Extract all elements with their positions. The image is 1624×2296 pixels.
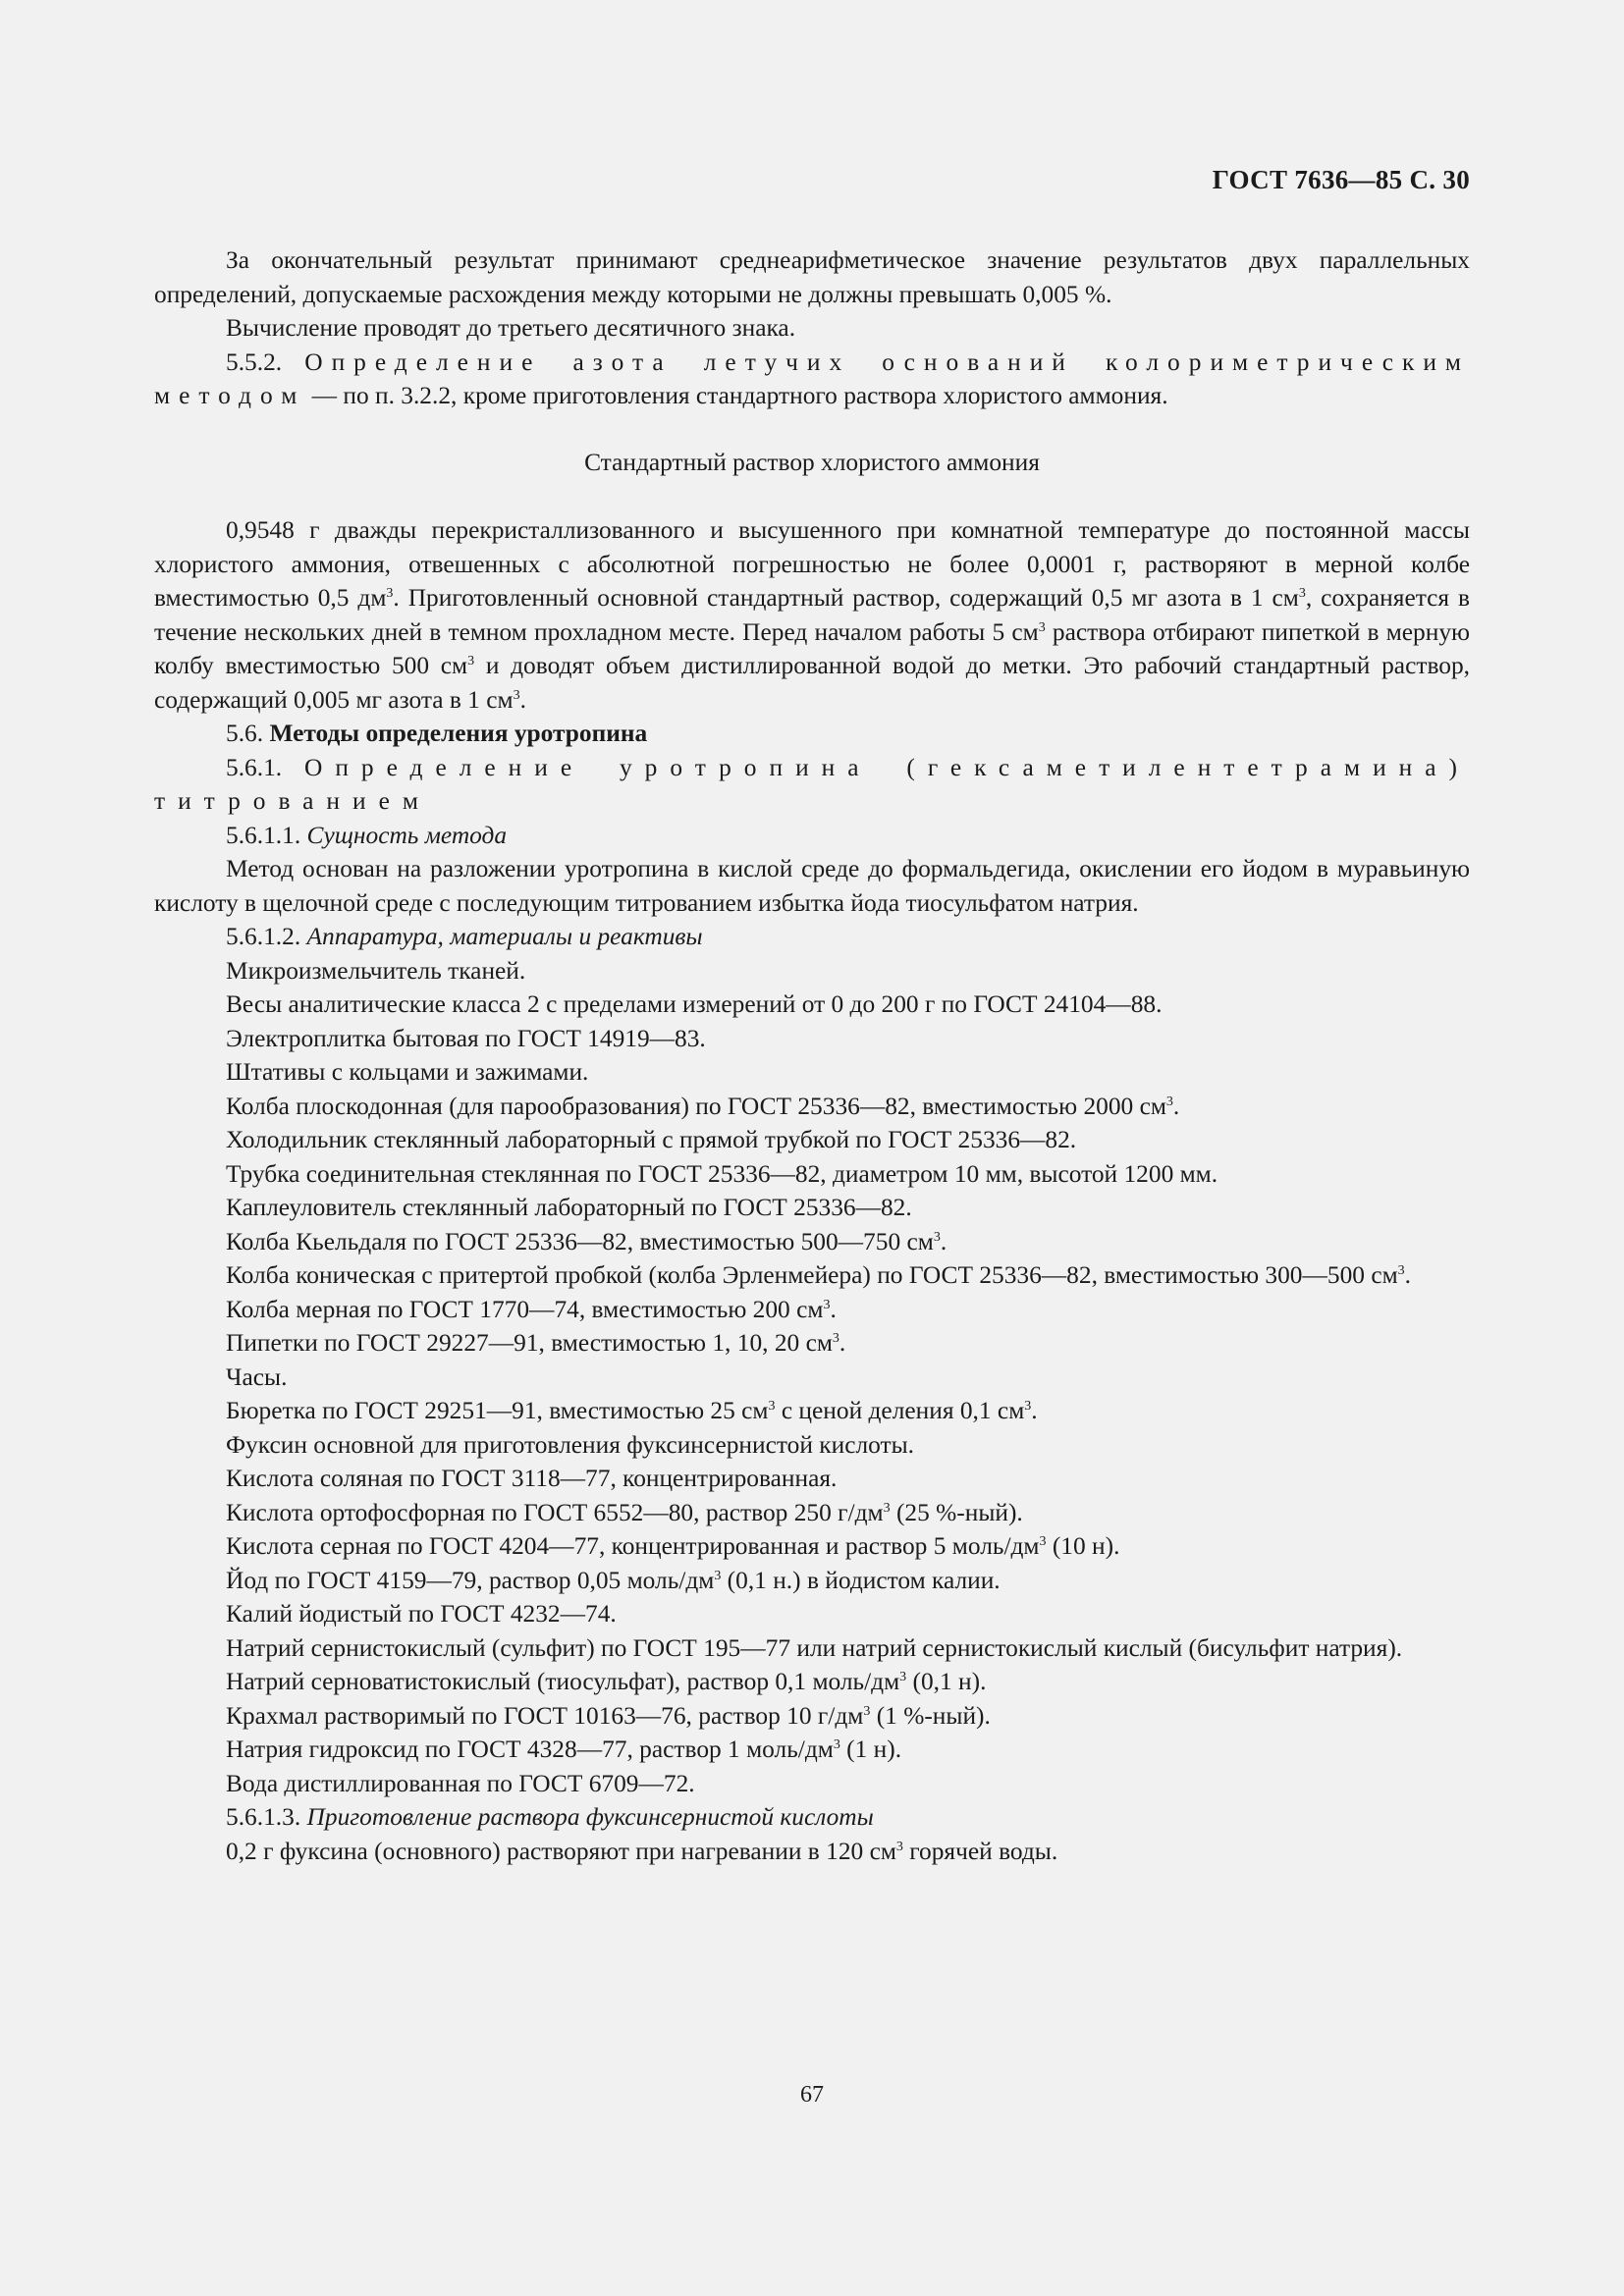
section-title-italic: Аппаратура, материалы и реактивы xyxy=(306,923,703,950)
section-title-spaced: Определение уротропина (гексаметилентетрамина) титрованием xyxy=(154,753,1470,815)
section-5-6-1 xyxy=(154,751,1470,819)
paragraph-method: Метод основан на разложении уротропина в кислой среде до формальдегида, окислении его йодом в муравьиную кислоту в щелочной среде с последующим титрованием избытка йода тиосульфатом натрия. xyxy=(154,855,1470,917)
paragraph-standard-solution: 0,9548 г дважды перекристаллизованного и высушенного при комнатной температуре до постоянной массы хлористого аммония, отвешенных с абсолютной погрешностью не более 0,0001 г, растворяют в мерной колбе вместимостью 0,5 $дм^3$. Приготовленный основной стандартный раствор, содержащий 0,5 мг азота в 1 $см^3$, сохраняется в течение нескольких дней в темном прохладном месте. Перед началом работы 5 $см^3$ раствора отбирают пипеткой в мерную колбу вместимостью 500 $см^3$ и доводят объем дистиллированной водой до метки. Это рабочий стандартный раствор, содержащий 0,005 мг азота в 1 $см^3$. xyxy=(154,516,1471,714)
list-item: Крахмал растворимый по ГОСТ 10163—76, раствор 10 $г/дм^3$ (1 %-ный). xyxy=(226,1701,991,1730)
list-item: Натрий сернистокислый (сульфит) по ГОСТ 195—77 или натрий сернистокислый кислый (бисульфит натрия). xyxy=(226,1633,1403,1662)
list-item: Кислота соляная по ГОСТ 3118—77, концентрированная. xyxy=(226,1465,838,1492)
list-item: Пипетки по ГОСТ 29227—91, вместимостью 1, 10, 20 $см^3$. xyxy=(226,1329,846,1357)
section-5-6-1-1 xyxy=(154,819,1470,853)
list-item: Весы аналитические класса 2 с пределами измерений от 0 до 200 г по ГОСТ 24104—88. xyxy=(226,990,1163,1018)
list-item: Натрий серноватистокислый (тиосульфат), раствор 0,1 моль/$дм^3$ (0,1 н). xyxy=(226,1668,987,1695)
paragraph-result: За окончательный результат принимают среднеарифметическое значение результатов двух параллельных определений, допускаемые расхождения между которыми не должны превышать 0,005 %. xyxy=(154,246,1470,308)
list-item: Йод по ГОСТ 4159—79, раствор 0,05 моль/$дм^3$ (0,1 н.) в йодистом калии. xyxy=(226,1566,1001,1594)
list-item: Часы. xyxy=(226,1362,288,1391)
list-item: Колба Кьельдаля по ГОСТ 25336—82, вместимостью 500—750 $см^3$. xyxy=(226,1227,947,1255)
list-item: Холодильник стеклянный лабораторный с прямой трубкой по ГОСТ 25336—82. xyxy=(226,1126,1077,1153)
list-item: Штативы с кольцами и зажимами. xyxy=(226,1058,589,1086)
section-5-6-1-3 xyxy=(154,1800,1470,1835)
list-item: Микроизмельчитель тканей. xyxy=(226,956,526,985)
list-item: Бюретка по ГОСТ 29251—91, вместимостью 25 $см^3$ с ценой деления 0,1 $см^3$. xyxy=(226,1397,1038,1424)
section-number: 5.6.1.1. xyxy=(226,821,301,849)
list-item: Колба плоскодонная (для парообразования) по ГОСТ 25336—82, вместимостью 2000 $см^3$. xyxy=(226,1092,1180,1120)
paragraph-fuchsine: 0,2 г фуксина (основного) растворяют при нагревании в 120 $см^3$ горячей воды. xyxy=(226,1837,1058,1865)
page-header: ГОСТ 7636—85 С. 30 xyxy=(1212,165,1470,194)
list-item: Вода дистиллированная по ГОСТ 6709—72. xyxy=(226,1769,695,1797)
section-text: — по п. 3.2.2, кроме приготовления стандартного раствора хлористого аммония. xyxy=(305,382,1168,409)
section-5-5-2 xyxy=(154,346,1470,413)
section-number: 5.6. xyxy=(226,720,264,747)
page-body xyxy=(154,243,1470,1868)
section-title-spaced: Определение азота летучих оснований колориметрическим методом xyxy=(154,347,1470,409)
list-item: Кислота ортофосфорная по ГОСТ 6552—80, раствор 250 $г/дм^3$ (25 %-ный). xyxy=(226,1498,1023,1526)
section-5-6-1-2 xyxy=(154,920,1470,954)
page-number: 67 xyxy=(800,2082,824,2108)
section-number: 5.6.1.2. xyxy=(226,923,301,950)
section-title-bold: Методы определения уротропина xyxy=(269,720,648,747)
list-item: Трубка соединительная стеклянная по ГОСТ 25336—82, диаметром 10 мм, высотой 1200 мм. xyxy=(226,1159,1218,1188)
list-item: Каплеуловитель стеклянный лабораторный по ГОСТ 25336—82. xyxy=(226,1194,912,1221)
section-5-6 xyxy=(154,717,1470,751)
paragraph-calculation: Вычисление проводят до третьего десятичного знака. xyxy=(226,314,796,342)
list-item: Электроплитка бытовая по ГОСТ 14919—83. xyxy=(226,1024,706,1052)
list-item: Натрия гидроксид по ГОСТ 4328—77, раствор 1 моль/$дм^3$ (1 н). xyxy=(226,1735,902,1763)
list-item: Калий йодистый по ГОСТ 4232—74. xyxy=(226,1600,617,1628)
subheading-standard-solution: Стандартный раствор хлористого аммония xyxy=(584,448,1040,476)
list-item: Фуксин основной для приготовления фуксинсернистой кислоты. xyxy=(226,1430,914,1459)
section-number: 5.5.2. xyxy=(226,347,283,376)
section-title-italic: Сущность метода xyxy=(306,821,508,849)
section-number: 5.6.1. xyxy=(226,753,283,781)
list-item: Колба мерная по ГОСТ 1770—74, вместимостью 200 $см^3$. xyxy=(226,1295,837,1323)
list-item: Кислота серная по ГОСТ 4204—77, концентрированная и раствор 5 моль/$дм^3$ (10 н). xyxy=(226,1532,1120,1560)
list-item: Колба коническая с притертой пробкой (колба Эрленмейера) по ГОСТ 25336—82, вместимостью 300—500 $см^3$. xyxy=(226,1261,1412,1289)
section-title-italic: Приготовление раствора фуксинсернистой кислоты xyxy=(306,1803,874,1831)
section-number: 5.6.1.3. xyxy=(226,1803,301,1831)
